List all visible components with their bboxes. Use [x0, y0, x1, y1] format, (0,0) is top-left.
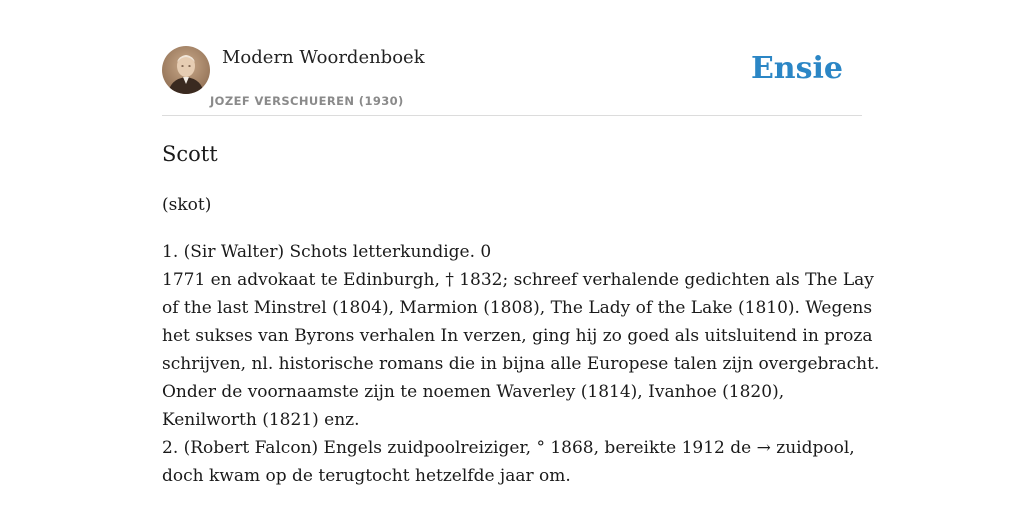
entry-headword: Scott [162, 142, 218, 166]
definition-line: het sukses van Byrons verhalen In verzen, ging hij zo goed als uitsluitend in proza [162, 326, 873, 346]
entry-pronunciation: (skot) [162, 195, 212, 215]
definition-line: 2. (Robert Falcon) Engels zuidpoolreiziger, ° 1868, bereikte 1912 de → zuidpool, [162, 438, 855, 458]
author-portrait-icon [162, 46, 210, 94]
definition-line: of the last Minstrel (1804), Marmion (1808), The Lady of the Lake (1810). Wegens [162, 298, 873, 318]
definition-line: schrijven, nl. historische romans die in bijna alle Europese talen zijn overgebracht. [162, 354, 880, 374]
definition-line: Kenilworth (1821) enz. [162, 410, 360, 430]
author-avatar[interactable] [162, 46, 210, 94]
page [162, 0, 880, 490]
entry-definition [162, 238, 880, 490]
ensie-logo-link[interactable]: Ensie [750, 51, 843, 86]
definition-line: 1. (Sir Walter) Schots letterkundige. 0 [162, 242, 492, 262]
definition-line: Onder de voornaamste zijn te noemen Waverley (1814), Ivanhoe (1820), [162, 382, 785, 402]
definition-line: doch kwam op de terugtocht hetzelfde jaar om. [162, 466, 571, 486]
book-title[interactable]: Modern Woordenboek [222, 47, 425, 68]
definition-line: 1771 en advokaat te Edinburgh, † 1832; schreef verhalende gedichten als The Lay [162, 270, 874, 290]
author-name: JOZEF VERSCHUEREN (1930) [210, 94, 404, 108]
header [162, 46, 862, 116]
